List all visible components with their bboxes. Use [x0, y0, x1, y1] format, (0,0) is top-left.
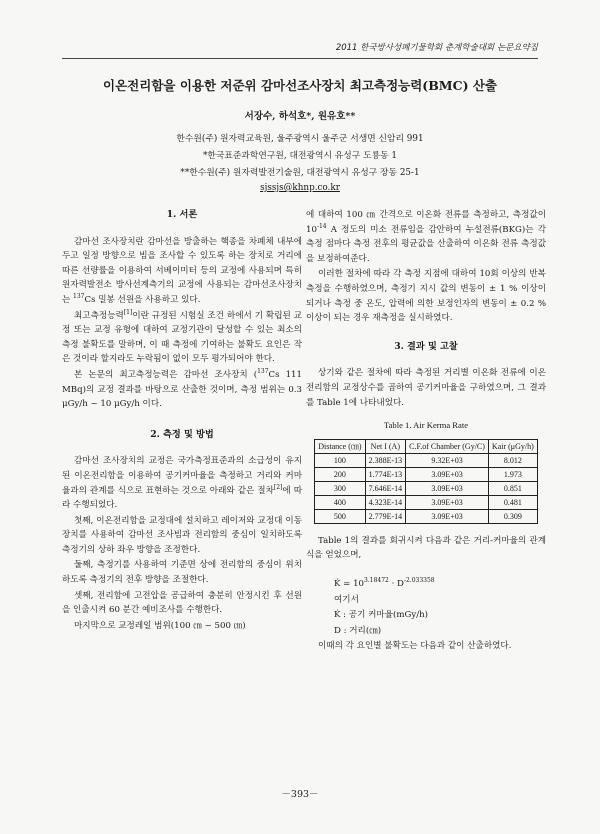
email[interactable]: sjssjs@khnp.co.kr [260, 183, 340, 193]
results-paragraph-1: 상기와 같은 절차에 따라 측정된 거리별 이온화 전류에 이온전리함의 교정상수를 곱하여 공기커마율을 구하였으며, 그 결과를 Table 1에 나타내었다. [306, 368, 546, 408]
table-row [315, 509, 538, 523]
paper-title: 이온전리함을 이용한 저준위 감마선조사장치 최고측정능력(BMC) 산출 [103, 78, 497, 93]
results-paragraph-3: 이때의 각 요인별 불확도는 다음과 같이 산출하였다. [318, 641, 512, 652]
table-cell: 3.09E+03 [406, 467, 489, 481]
table-cell: 0.851 [488, 481, 537, 495]
table-row [315, 481, 538, 495]
running-header: 2011 한국방사성폐기물학회 춘계학술대회 논문요약집 [335, 43, 538, 53]
table-cell: 1.774E-13 [365, 467, 406, 481]
page-number: －393－ [281, 789, 319, 800]
table-cell: 400 [315, 495, 365, 509]
table-cell: 0.309 [488, 509, 537, 523]
equation-def-d: D : 거리(㎝) [334, 625, 382, 636]
right-column [306, 208, 546, 655]
affiliation-2: *한국표준과학연구원, 대전광역시 유성구 도룡동 1 [203, 151, 397, 161]
section-1-title: 1. 서론 [166, 209, 198, 220]
left-column [62, 208, 302, 634]
table-header: C.F.of Chamber (Gy/C) [406, 439, 489, 453]
method-paragraph-5: 마지막으로 교정레일 범위(100 ㎝ ~ 500 ㎝) [74, 620, 246, 631]
authors: 서장수, 하석호*, 원유호** [244, 111, 356, 122]
table-cell: 300 [315, 481, 365, 495]
intro-paragraph-2: 최고측정능력[1]이란 규정된 시험실 조건 하에서 기 확립된 교정 또는 교정 유형에 대하여 교정기관이 달성할 수 있는 최소의 측정 불확도를 말하며, 이 때 측정에 기여하는 불확도 요인은 작은 것이라 할지라도 누락됨이 없이 모두 평가되어야 한다. [62, 308, 302, 365]
table-cell: 3.09E+03 [406, 481, 489, 495]
results-paragraph-2: Table 1의 결과를 회귀시켜 다음과 같은 거리-커마율의 관계식을 얻었으며, [306, 535, 546, 561]
method-paragraph-3: 둘째, 측정기를 사용하여 기준면 상에 전리함의 중심이 위치하도록 측정기의 전후 방향을 조절한다. [62, 560, 302, 586]
table-row [315, 453, 538, 467]
table-header: Net I (A) [365, 439, 406, 453]
affiliation-1: 한수원(주) 원자력교육원, 울주광역시 울주군 서생면 신암리 991 [176, 134, 424, 144]
table-header: Distance (㎝) [315, 439, 365, 453]
table-cell: 200 [315, 467, 365, 481]
equation-def-k: K̇ : 공기 커마율(mGy/h) [334, 610, 429, 621]
table-row [315, 495, 538, 509]
table-cell: 7.646E-14 [365, 481, 406, 495]
section-3-title: 3. 결과 및 고찰 [394, 340, 458, 352]
table-cell: 2.779E-14 [365, 509, 406, 523]
table-row [315, 467, 538, 481]
method-continued-2: 이러한 절차에 따라 각 측정 지점에 대하여 10회 이상의 반복 측정을 수행하였으며, 측정기 지시 값의 변동이 ± 1 % 이상이 되거나 측정 중 온도, 압력에 의한 보정인자의 변동이 ± 0.2 % 이상이 되는 경우 재측정을 실시하였다. [306, 269, 546, 324]
header-rule [62, 58, 538, 59]
intro-paragraph-3: 본 논문의 최고측정능력은 감마선 조사장치 ($^{137}$Cs 111 MBq)의 교정 결과를 바탕으로 산출한 것이며, 측정 범위는 0.3 μGy/h ~ 10 μGy/h 이다. [62, 368, 302, 410]
table-cell: 0.481 [488, 495, 537, 509]
table-cell: 8.012 [488, 453, 537, 467]
affiliation-3: **한수원(주) 원자력발전기술원, 대전광역시 유성구 장동 25-1 [180, 168, 420, 178]
air-kerma-table [314, 439, 538, 524]
equation: K̇ = $10^{3.18472} \cdot D^{-2.033358}$ [334, 577, 435, 589]
table-cell: 9.32E+03 [406, 453, 489, 467]
table-cell: 100 [315, 453, 365, 467]
method-paragraph-4: 셋째, 전리함에 고전압을 공급하여 충분히 안정시킨 후 선원을 인출시켜 60 분간 예비조사를 수행한다. [62, 590, 302, 616]
section-2-title: 2. 측정 및 방법 [150, 428, 214, 440]
table-caption: Table 1. Air Kerma Rate [383, 420, 469, 431]
method-paragraph-1: 감마선 조사장치의 교정은 국가측정표준과의 소급성이 유지된 이온전리함을 이용하여 공기커마율을 측정하고 거리와 커마율과의 관계를 식으로 표현하는 것으로 아래와 같은 절차[2]에 따라 수행되었다. [62, 456, 303, 511]
equation-where: 여기서 [334, 594, 359, 605]
table-cell: 1.973 [488, 467, 537, 481]
intro-paragraph-1: 감마선 조사장치란 감마선을 방출하는 핵종을 차폐체 내부에 두고 일정 방향으로 빔을 조사할 수 있도록 하는 장치로 거리에 따른 선량률을 이용하여 서베이미터 등의 교정에 사용되며 특히 원자력발전소 방사선계측기의 교정에 사용되는 감마선조사장치는 $^{137}$Cs 밀봉 선원을 사용하고 있다. [62, 236, 302, 305]
method-continued-1: 에 대하여 100 ㎝ 간격으로 이온화 전류를 측정하고, 측정값이 $10^{-14}$ A 정도의 미소 전류임을 감안하여 누설전류(BKG)는 각 측정 점마다 측정 전후의 평균값을 산출하여 이온화 전류 측정값을 보정하여준다. [306, 210, 546, 264]
table-cell: 2.388E-13 [365, 453, 406, 467]
table-cell: 3.09E+03 [406, 509, 489, 523]
table-cell: 4.323E-14 [365, 495, 406, 509]
table-cell: 3.09E+03 [406, 495, 489, 509]
table-header-row [315, 439, 538, 453]
method-paragraph-2: 첫째, 이온전리함을 교정대에 설치하고 레이저와 교정대 이동장치를 사용하여 감마선 조사빔과 전리함의 중심이 일치하도록 측정기의 상하 좌우 방향을 조정한다. [62, 515, 302, 555]
table-cell: 500 [315, 509, 365, 523]
table-header: Kair (μGy/h) [488, 439, 537, 453]
